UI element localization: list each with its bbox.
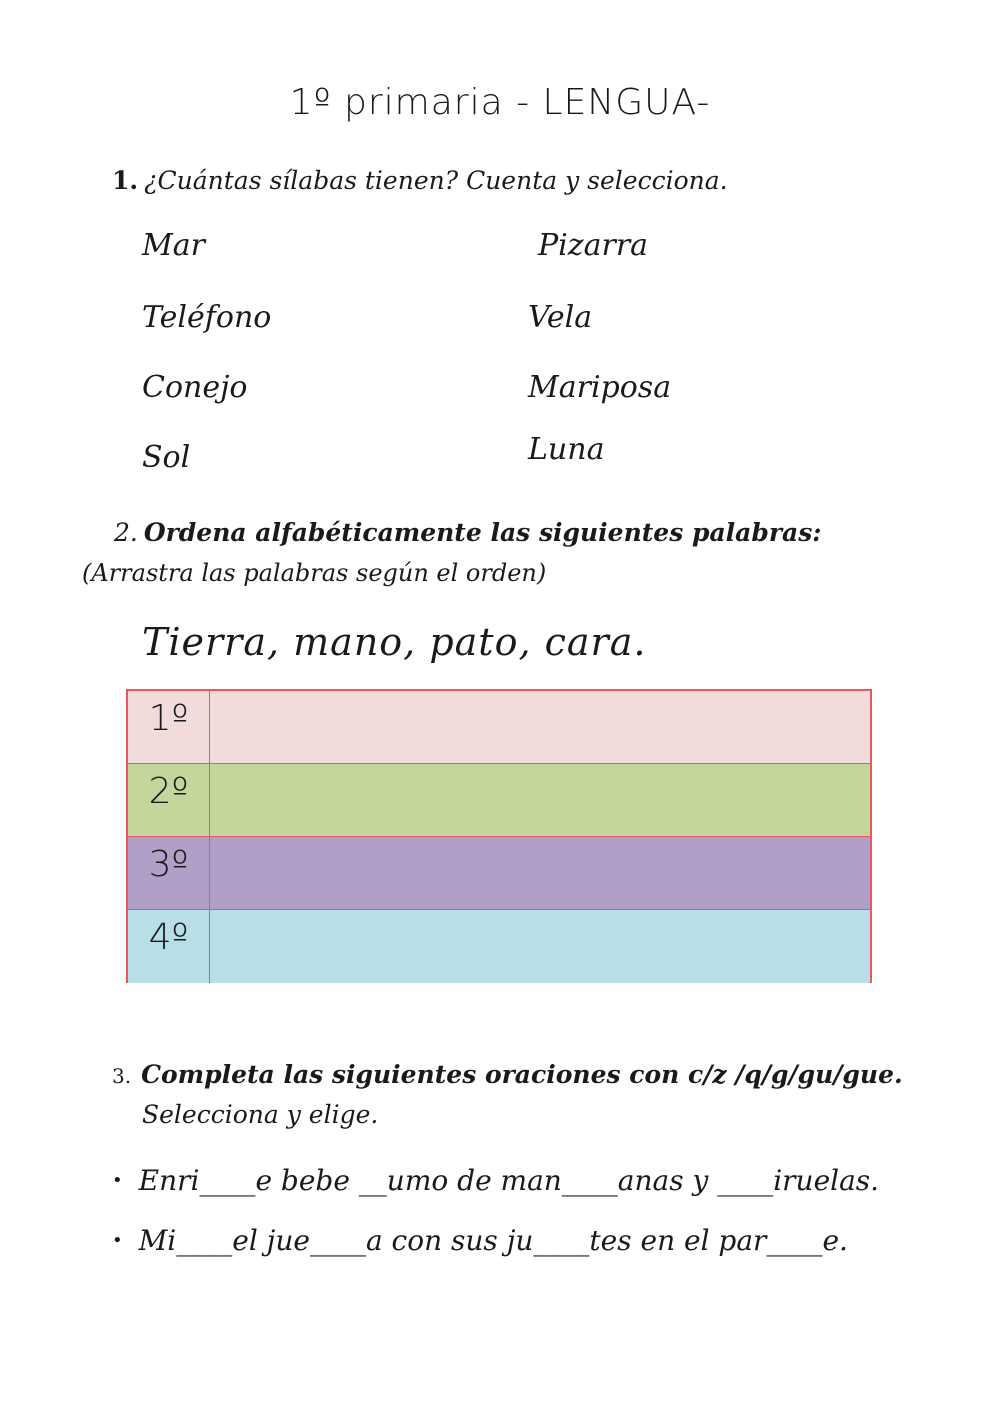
syllable-word-conejo[interactable]: Conejo	[142, 370, 248, 405]
syllable-word-pizarra[interactable]: Pizarra	[538, 228, 649, 263]
order-row-1-label: 1º	[128, 691, 210, 763]
syllable-word-telefono[interactable]: Teléfono	[142, 300, 272, 335]
question-2-prompt: Ordena alfabéticamente las siguientes palabras:	[143, 518, 822, 547]
order-row-3	[128, 837, 870, 910]
order-row-3-drop-slot[interactable]	[210, 837, 870, 909]
order-row-1-drop-slot[interactable]	[210, 691, 870, 763]
question-1-prompt: ¿Cuántas sílabas tienen? Cuenta y selecciona.	[144, 166, 728, 195]
alphabetical-order-table	[126, 689, 872, 983]
order-row-2-drop-slot[interactable]	[210, 764, 870, 836]
syllable-word-mariposa[interactable]: Mariposa	[528, 370, 672, 405]
question-2	[114, 518, 822, 547]
order-row-3-label: 3º	[128, 837, 210, 909]
question-3	[112, 1060, 903, 1089]
order-row-4	[128, 910, 870, 983]
question-3-prompt: Completa las siguientes oraciones con c/z /q/g/gu/gue.	[141, 1060, 903, 1089]
question-3-prompt-line2: Selecciona y elige.	[142, 1100, 379, 1129]
question-3-number: 3.	[112, 1064, 132, 1088]
syllable-word-mar[interactable]: Mar	[142, 228, 205, 263]
order-row-4-label: 4º	[128, 910, 210, 983]
order-row-2	[128, 764, 870, 837]
sentence-2-text[interactable]: Mi____el jue____a con sus ju____tes en el par____e.	[138, 1224, 848, 1257]
syllable-word-vela[interactable]: Vela	[528, 300, 593, 335]
sentence-1-text[interactable]: Enri____e bebe __umo de man____anas y ____iruelas.	[138, 1164, 880, 1197]
word-list-to-order[interactable]: Tierra, mano, pato, cara.	[142, 620, 647, 664]
bullet-icon: •	[112, 1170, 123, 1191]
sentence-2	[112, 1224, 848, 1257]
order-row-4-drop-slot[interactable]	[210, 910, 870, 983]
question-1-number: 1.	[112, 166, 139, 195]
syllable-word-luna[interactable]: Luna	[528, 432, 605, 467]
syllable-word-sol[interactable]: Sol	[142, 440, 191, 475]
order-row-2-label: 2º	[128, 764, 210, 836]
question-2-number: 2.	[114, 518, 138, 547]
sentence-1	[112, 1164, 879, 1197]
bullet-icon: •	[112, 1230, 123, 1251]
page-title: 1º primaria - LENGUA-	[289, 82, 711, 123]
question-1	[112, 166, 728, 195]
question-2-hint: (Arrastra las palabras según el orden)	[82, 559, 547, 587]
order-row-1	[128, 691, 870, 764]
